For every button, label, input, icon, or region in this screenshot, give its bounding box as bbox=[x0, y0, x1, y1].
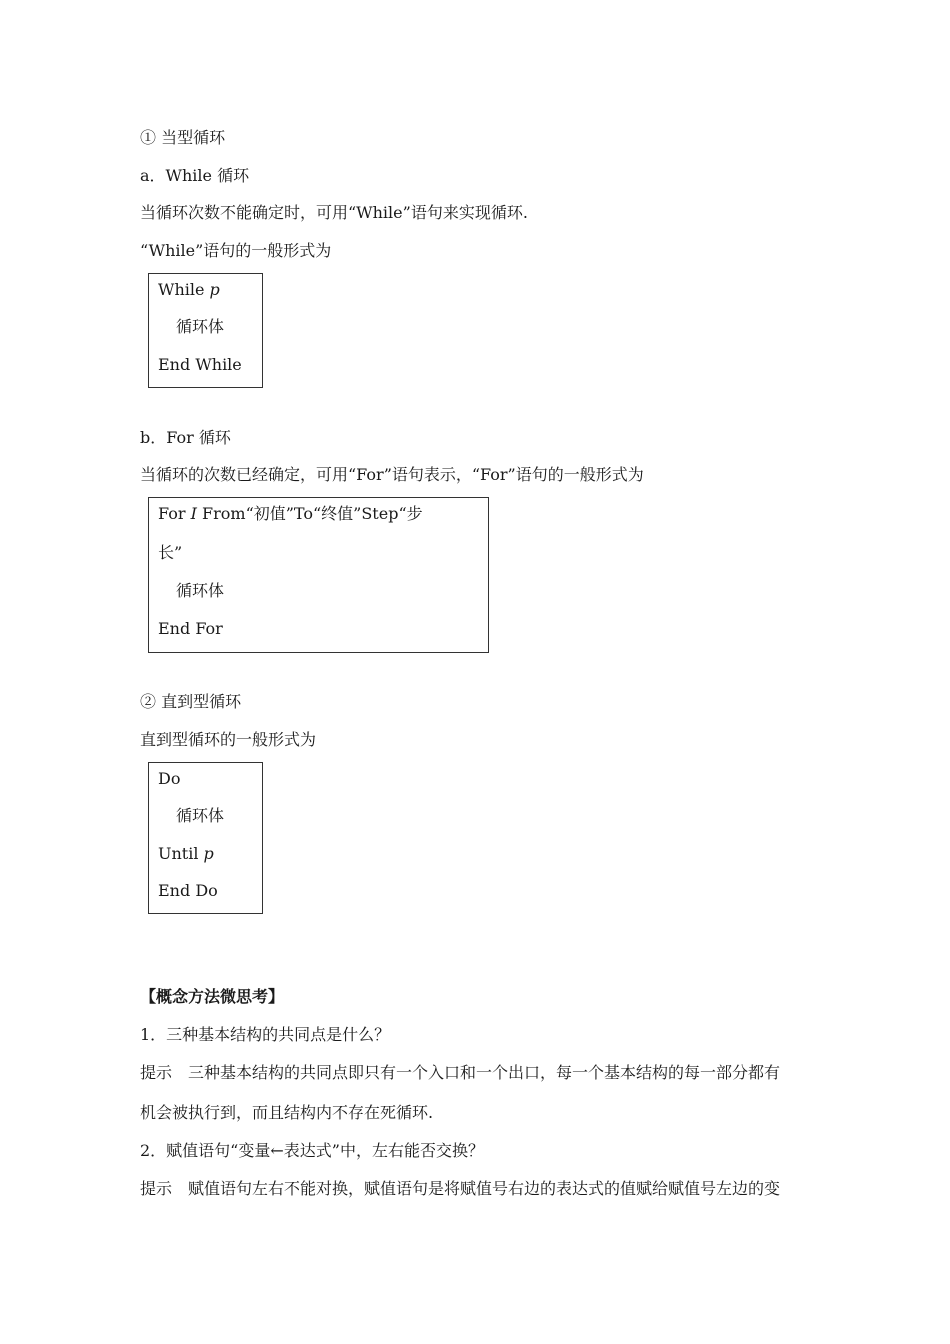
while-code-line1: While p bbox=[158, 280, 220, 299]
for-description: 当循环的次数已经确定，可用“For”语句表示，“For”语句的一般形式为 bbox=[140, 465, 644, 484]
while-code-box bbox=[148, 273, 263, 388]
while-form-intro: “While”语句的一般形式为 bbox=[140, 241, 332, 260]
for-code-line1: For I From“初值”To“终值”Step“步 bbox=[158, 504, 423, 523]
do-code-end: End Do bbox=[158, 881, 218, 900]
do-code-box bbox=[148, 762, 263, 914]
for-heading: b．For 循环 bbox=[140, 428, 231, 447]
do-code-body: 循环体 bbox=[176, 806, 225, 825]
while-description: 当循环次数不能确定时，可用“While”语句来实现循环. bbox=[140, 203, 528, 222]
section1-title: ① 当型循环 bbox=[140, 128, 226, 147]
section2-title: ② 直到型循环 bbox=[140, 692, 242, 711]
do-code-until: Until p bbox=[158, 844, 214, 863]
answer-2-line1: 提示 赋值语句左右不能对换，赋值语句是将赋值号右边的表达式的值赋给赋值号左边的变 bbox=[140, 1179, 781, 1198]
for-code-box bbox=[148, 497, 489, 653]
answer-1-line2: 机会被执行到，而且结构内不存在死循环. bbox=[140, 1103, 434, 1122]
while-heading: a．While 循环 bbox=[140, 166, 250, 185]
question-2: 2．赋值语句“变量←表达式”中，左右能否交换？ bbox=[140, 1141, 484, 1160]
answer-1-line1: 提示 三种基本结构的共同点即只有一个入口和一个出口，每一个基本结构的每一部分都有 bbox=[140, 1063, 781, 1082]
think-heading: 【概念方法微思考】 bbox=[140, 987, 285, 1006]
do-code-line1: Do bbox=[158, 769, 181, 788]
for-code-line2: 长” bbox=[158, 543, 183, 562]
question-1: 1．三种基本结构的共同点是什么？ bbox=[140, 1025, 391, 1044]
do-description: 直到型循环的一般形式为 bbox=[140, 730, 317, 749]
for-code-body: 循环体 bbox=[176, 581, 225, 600]
while-code-body: 循环体 bbox=[176, 317, 225, 336]
while-code-end: End While bbox=[158, 355, 242, 374]
for-code-end: End For bbox=[158, 619, 223, 638]
